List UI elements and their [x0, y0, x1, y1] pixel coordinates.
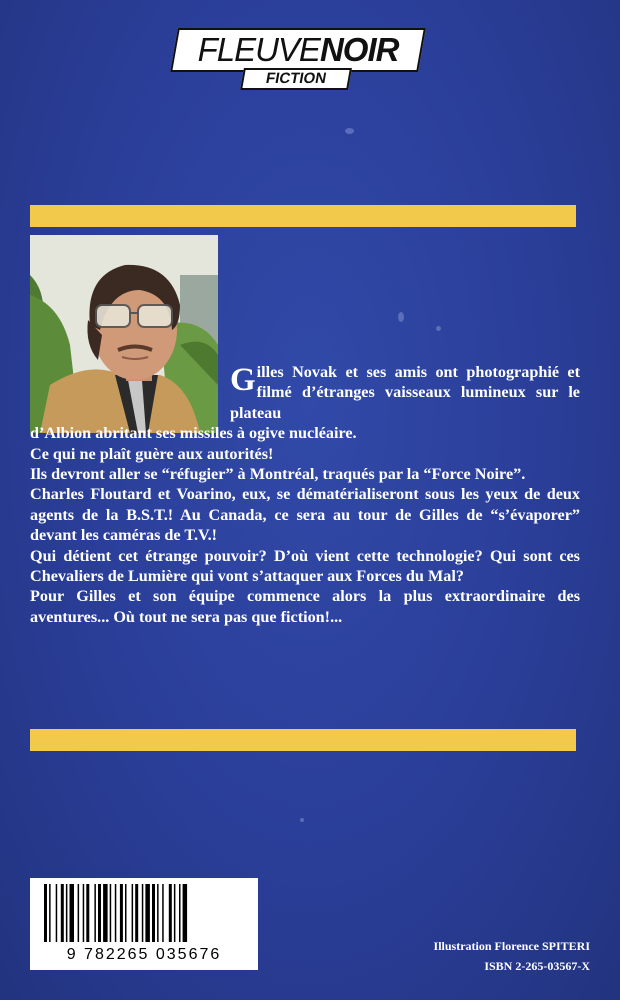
illustration-credit: Illustration Florence SPITERI [433, 939, 590, 953]
logo-brand-light: FLEUVE [197, 31, 320, 68]
barcode-bar [120, 884, 123, 942]
barcode-bar [157, 884, 159, 942]
logo-brand [174, 31, 422, 69]
logo-brand-bold: NOIR [319, 31, 399, 68]
barcode-bar [179, 884, 181, 942]
barcode-bar [183, 884, 188, 942]
barcode-bar [49, 884, 51, 942]
barcode-bar [132, 884, 134, 942]
barcode-bar [94, 884, 96, 942]
barcode-bar [83, 884, 85, 942]
isbn-number: ISBN 2-265-03567-X [484, 959, 590, 973]
blurb-paragraph: Pour Gilles et son équipe commence alors la plus extraordinaire des aventures... Où tout ne sera pas que fiction!... [30, 587, 580, 626]
credits [434, 936, 590, 976]
barcode-bar [44, 884, 47, 942]
barcode-bar [142, 884, 144, 942]
barcode-digits: 9 782265 035676 [66, 946, 222, 963]
top-yellow-stripe [30, 205, 576, 227]
barcode-bar [66, 884, 68, 942]
barcode-bar [125, 884, 127, 942]
cover-speck [398, 312, 404, 322]
blurb-paragraph: d’Albion abritant ses missiles à ogive nucléaire. [30, 424, 357, 443]
blurb-paragraph: Qui détient cet étrange pouvoir? D’où vient cette technologie? Qui sont ces Chevaliers de Lumière qui vont s’attaquer aux Forces du Mal? [30, 546, 580, 586]
blurb-text: illes Novak et ses amis ont photographié et filmé d’étranges vaisseaux lumineux sur le plateau [230, 363, 580, 422]
barcode-bar [152, 884, 155, 942]
blurb-paragraph: Charles Floutard et Voarino, eux, se dématérialiseront sous les yeux de deux agents de la B.S.T.! Au Canada, ce sera au tour de Gilles de “s’évaporer” devant les caméras de T.V.! [30, 485, 580, 545]
barcode-bar [110, 884, 112, 942]
publisher-logo [174, 28, 422, 90]
barcode-bar [169, 884, 172, 942]
barcode-bar [56, 884, 58, 942]
logo-collection: FICTION [240, 68, 352, 90]
barcode [30, 878, 258, 970]
drop-cap: G [230, 362, 256, 398]
barcode-bar [174, 884, 176, 942]
back-cover-blurb [30, 362, 580, 627]
cover-speck [300, 818, 304, 822]
barcode-bar [70, 884, 75, 942]
barcode-bars [30, 878, 258, 948]
cover-speck [345, 128, 354, 134]
barcode-bar [86, 884, 89, 942]
blurb-paragraph [230, 362, 580, 423]
barcode-bar [61, 884, 64, 942]
blurb-paragraph: Ce qui ne plaît guère aux autorités! [30, 444, 274, 463]
barcode-bar [145, 884, 150, 942]
barcode-bar [98, 884, 101, 942]
barcode-bar [162, 884, 164, 942]
bottom-yellow-stripe [30, 729, 576, 751]
blurb-paragraph: Ils devront aller se “réfugier” à Montréal, traqués par la “Force Noire”. [30, 465, 526, 484]
barcode-bar [78, 884, 80, 942]
cover-speck [436, 326, 441, 331]
barcode-bar [115, 884, 117, 942]
barcode-bar [135, 884, 138, 942]
barcode-bar [103, 884, 108, 942]
